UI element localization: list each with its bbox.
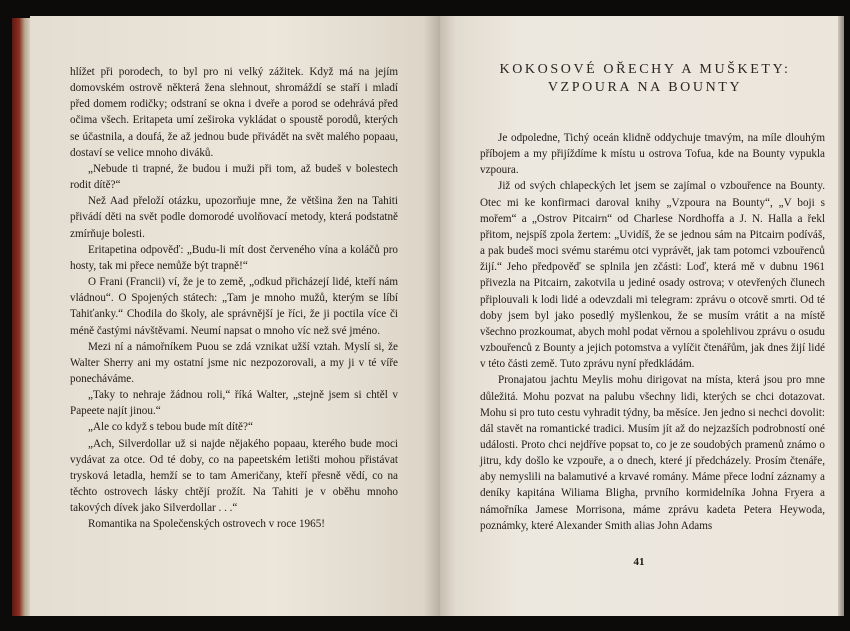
left-page xyxy=(30,16,440,616)
right-page xyxy=(440,16,838,616)
left-page-text xyxy=(70,64,398,533)
paragraph: Je odpoledne, Tichý oceán klidně oddychuje tmavým, na míle dlouhým příbojem a my přijíždíme k místu u ostrova Tofua, kde na Bounty vypukla vzpoura. xyxy=(480,132,825,177)
paragraph: Romantika na Společenských ostrovech v roce 1965! xyxy=(88,518,325,531)
paragraph: O Frani (Francii) ví, že je to země, „odkud přicházejí lidé, kteří nám vládnou“. O Spojených státech: „Tam je mnoho mužů, kterým se líbí Tahiťanky.“ Chodila do školy, ale správnější je říci, že ji poctila více či méně častými návštěvami. Neumí napsat o mnoho víc než své jméno. xyxy=(70,276,398,337)
paragraph: Eritapetina odpověď: „Budu-li mít dost červeného vína a koláčů pro hosty, tak mi přece nemůže být trapně!“ xyxy=(70,243,398,272)
paragraph: „Ach, Silverdollar už si najde nějakého popaau, kterého bude moci vydávat za otce. Od té doby, co na papeetském letišti mohou přistávat trysková letadla, hemží se to tam Američany, kteří přesně vědí, co na těchto ostrovech lásky chtějí prožít. Na Tahiti je v oběhu mnoho takových dívek jako Silverdollar . . .“ xyxy=(70,437,398,515)
right-page-text xyxy=(480,130,825,534)
paragraph: Než Aad přeloží otázku, upozorňuje mne, že většina žen na Tahiti přivádí děti na svět podle domorodé uvolňovací metody, která podstatně zmírňuje bolesti. xyxy=(70,195,398,240)
open-book xyxy=(6,4,842,624)
book-cover-edge xyxy=(12,18,30,616)
page-number: 41 xyxy=(633,556,645,568)
paragraph: „Ale co když s tebou bude mít dítě?“ xyxy=(88,421,253,434)
paragraph: Již od svých chlapeckých let jsem se zajímal o vzbouřence na Bounty. Otec mi ke konfirmaci daroval knihy „Vzpoura na Bounty“, „V boji s mořem“ a „Ostrov Pitcairn“ od Charlese Nordhoffa a J. N. Halla a řekl přitom, nejspíš zpola žertem: „Uvidíš, že se jednou sám na Pitcairn podíváš, a pak budeš moci svému starému otci vyprávět, jak tam potomci vzbouřenců žijí.“ Jeho předpověď se splnila jen zčásti: Loď, která mě v dubnu 1961 přivezla na Pitcairn, zakotvila u jediné osady ostrova; v otevřených člunech připlouvali k lodi lidé a odevzdali mi telegram: zprávu o otcově smrti. Od té doby jsem byl jako posedlý myšlenkou, že se musím vrátit a na místě všechno prozkoumat, abych mohl podat věrnou a spolehlivou zprávu o osudu vzbouřenců z Bounty a jejich potomstva a vylíčit čtenářům, jak dnes žijí lidé v této části země. Tuto zprávu nyní předkládám. xyxy=(480,180,825,371)
paragraph: hlížet při porodech, to byl pro ni velký zážitek. Když má na jejím domovském ostrově některá žena slehnout, shromáždí se staří i mladí před domem rodičky; odstraní se okna i dveře a porod se odehrává před očima všech. Eritapeta umí zeširoka vykládat o spoustě porodů, kterých se účastnila, a doufá, že až jednou bude přivádět na svět malého popaau, dostaví se velice mnoho diváků. xyxy=(70,66,398,159)
chapter-title: KOKOSOVÉ OŘECHY A MUŠKETY: xyxy=(499,62,791,77)
paragraph: „Taky to nehraje žádnou roli,“ říká Walter, „stejně jsem si chtěl v Papeete najít jinou.“ xyxy=(70,389,398,418)
paragraph: „Nebude ti trapné, že budou i muži při tom, až budeš v bolestech rodit dítě?“ xyxy=(70,162,398,192)
page-stack-edge xyxy=(838,16,844,616)
paragraph: Pronajatou jachtu Meylis mohu dirigovat na místa, která jsou pro mne důležitá. Mohu pozvat na palubu všechny lidi, kterých se chci dotazovat. Mohu si pro tuto cestu vyhradit týdny, ba měsíce. Jen jedno si nechci dovolit: dál stavět na romantické tradici. Musím jít až do nejzazších podrobností oné události. Proto chci nejdříve popsat to, co je ze soudobých pramenů známo o jitru, kdy došlo ke vzpouře, a o dnech, které jí předcházely. Prosím čtenáře, aby nemyslili na balamutivé a krvavé romány. Máme přece lodní záznamy a deníky kapitána Wiliama Bligha, prvního kormidelníka Johna Fryera a námořníka Jamese Morrisona, máme zprávu kadeta Petera Heywoda, poznámky, které Alexander Smith alias John Adams xyxy=(480,374,825,532)
paragraph: Mezi ní a námořníkem Puou se zdá vznikat užší vztah. Myslí si, že Walter Sherry ani my ostatní jsme nic nezpozorovali, a my ji v té víře ponecháváme. xyxy=(70,340,398,385)
chapter-subtitle: VZPOURA NA BOUNTY xyxy=(547,80,743,95)
